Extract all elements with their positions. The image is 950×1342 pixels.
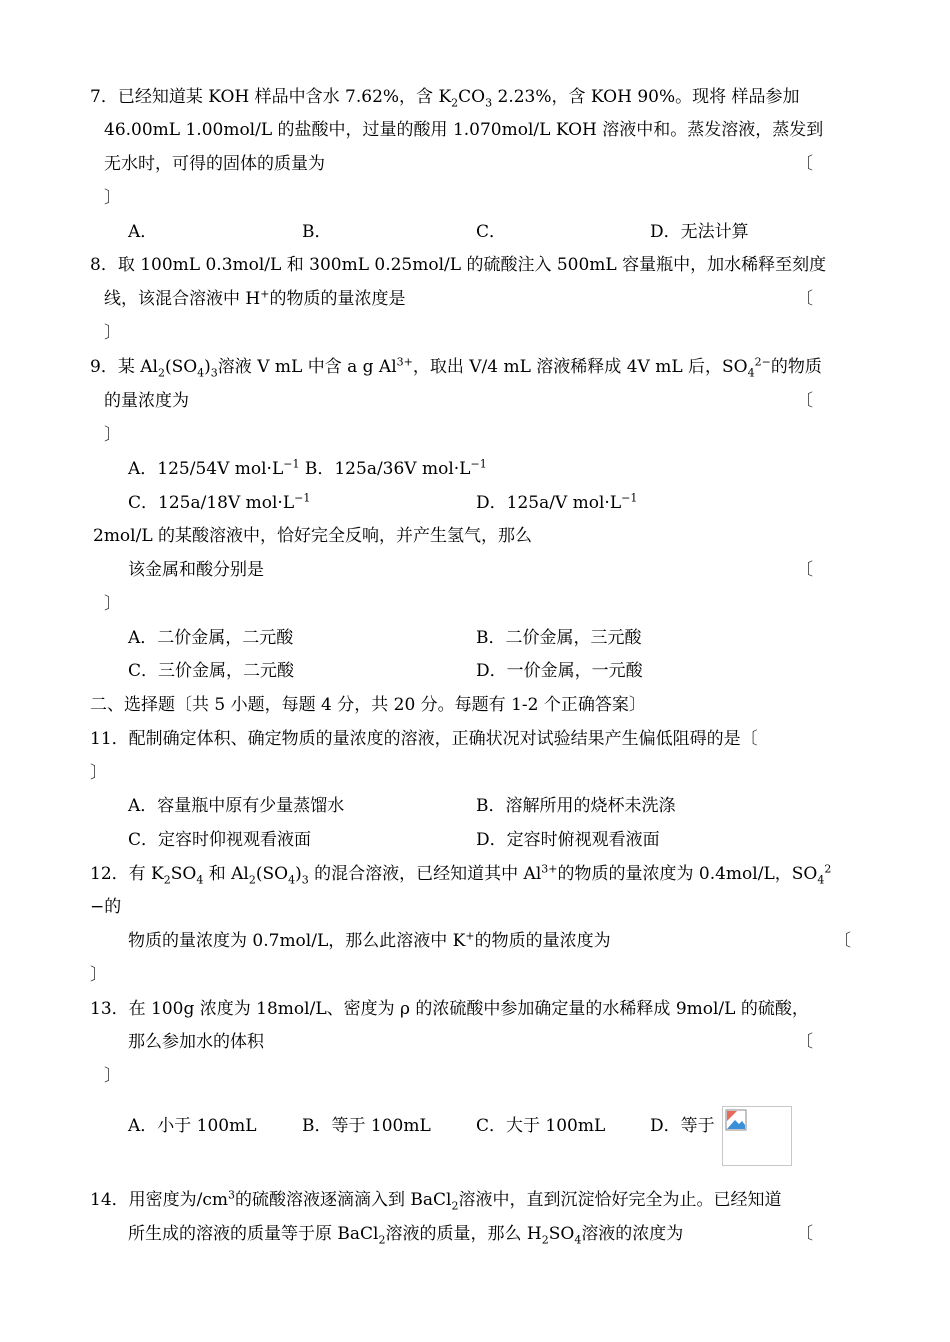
q9-option-c: C．125a/18V $mol\cdot L^{-1}$	[128, 491, 311, 513]
q13-line-2: 那么参加水的体积	[128, 1032, 264, 1052]
q11-option-c: C．定容时仰视观看液面	[128, 830, 312, 850]
q13-option-d: D．等于	[650, 1116, 715, 1136]
q13-option-c: C．大于 100mL	[476, 1116, 606, 1136]
q10-open-paren: 〔	[796, 560, 813, 580]
q13-option-a: A．小于 100mL	[128, 1116, 257, 1136]
q7-option-b: B．	[302, 222, 332, 242]
broken-image-placeholder	[722, 1106, 792, 1166]
q7-option-d: D．无法计算	[650, 222, 749, 242]
q9-close-paren: 〕	[104, 425, 121, 445]
q14-line-2: 所生成的溶液的质量等于原 BaCl$_2$溶液的质量，那么 $H_2SO_4$溶液的浓度为	[128, 1224, 684, 1247]
q12-line-2: −的	[90, 897, 122, 917]
q11-option-b: B．溶解所用的烧杯未洗涤	[476, 796, 676, 816]
q10-option-a: A．二价金属，二元酸	[128, 628, 294, 648]
q7-option-c: C．	[476, 222, 507, 242]
q12-open-paren: 〔	[834, 931, 851, 951]
q13-open-paren: 〔	[796, 1032, 813, 1052]
q10-line-1: 2mol/L 的某酸溶液中，恰好完全反响，并产生氢气，那么	[93, 526, 533, 546]
q8-line-2: 线，该混合溶液中 H+的物质的量浓度是	[104, 287, 406, 309]
q11-option-d: D．定容时俯视观看液面	[476, 830, 660, 850]
q7-open-paren: 〔	[796, 154, 813, 174]
q9-option-a-b: A．125/54V $mol\cdot L^{-1}$ B．125a/36V $mol\cdot L^{-1}$	[128, 457, 487, 479]
q7-line-3: 无水时，可得的固体的质量为	[104, 154, 325, 174]
q14-line-1: 14．用密度为$/cm^3$的硫酸溶液逐滴滴入到 BaCl$_2$溶液中，直到沉淀恰好完全为止。已经知道	[90, 1188, 782, 1213]
q9-option-d: D．125a/V $mol\cdot L^{-1}$	[476, 491, 638, 513]
q7-close-paren: 〕	[104, 188, 121, 208]
q9-open-paren: 〔	[796, 391, 813, 411]
q12-close-paren: 〕	[90, 965, 107, 985]
q7-option-a: A．	[128, 222, 158, 242]
q10-option-c: C．三价金属，二元酸	[128, 661, 295, 681]
q12-line-1: 12．有 $K_2SO_4$ 和 $Al_2(SO_4)_3$ 的混合溶液，已经知道其中 $Al^{3+}$的物质的量浓度为 0.4mol/L，$SO_4^2$	[90, 862, 832, 887]
broken-image-icon	[725, 1109, 747, 1131]
q11-option-a: A．容量瓶中原有少量蒸馏水	[128, 796, 345, 816]
q12-line-3: 物质的量浓度为 0.7mol/L，那么此溶液中 K+的物质的量浓度为	[128, 929, 611, 951]
q7-line-1: 7．已经知道某 KOH 样品中含水 7.62%，含 $K_2CO_3$ 2.23%，含 KOH 90%。现将 样品参加	[90, 87, 800, 110]
q8-line-1: 8．取 100mL 0.3mol/L 和 300mL 0.25mol/L 的硫酸注入 500mL 容量瓶中，加水稀释至刻度	[90, 255, 827, 275]
q10-option-b: B．二价金属，三元酸	[476, 628, 642, 648]
q8-close-paren: 〕	[104, 323, 121, 343]
q11-close-paren: 〕	[90, 763, 107, 783]
q13-line-1: 13．在 100g 浓度为 18mol/L、密度为 ρ 的浓硫酸中参加确定量的水稀释成 9mol/L 的硫酸，	[90, 999, 809, 1019]
q10-line-2: 该金属和酸分别是	[128, 560, 264, 580]
q10-option-d: D．一价金属，一元酸	[476, 661, 643, 681]
q11-line-1: 11．配制确定体积、确定物质的量浓度的溶液，正确状况对试验结果产生偏低阻碍的是〔	[90, 729, 758, 749]
q10-close-paren: 〕	[104, 594, 121, 614]
section-2-title: 二、选择题〔共 5 小题，每题 4 分，共 20 分。每题有 1-2 个正确答案〕	[90, 695, 646, 715]
q9-line-1: 9．某 $Al_2(SO_4)_3$溶液 V mL 中含 a g $Al^{3+}$，取出 V/4 mL 溶液稀释成 4V mL 后，$SO_4^{2-}$的物质	[90, 355, 822, 380]
q9-line-2: 的量浓度为	[104, 391, 189, 411]
q13-close-paren: 〕	[104, 1066, 121, 1086]
q13-option-b: B．等于 100mL	[302, 1116, 431, 1136]
q7-line-2: 46.00mL 1.00mol/L 的盐酸中，过量的酸用 1.070mol/L KOH 溶液中和。蒸发溶液，蒸发到	[104, 120, 824, 140]
q8-open-paren: 〔	[796, 289, 813, 309]
q14-open-paren: 〔	[796, 1224, 813, 1244]
